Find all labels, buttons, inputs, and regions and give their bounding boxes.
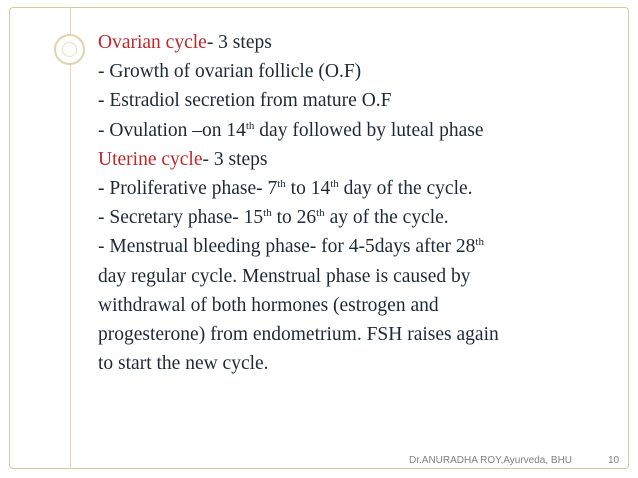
secretary-phase-line [98, 203, 623, 232]
slide-footer [0, 455, 638, 471]
menstrual-line-2: day regular cycle. Menstrual phase is caused by [98, 265, 471, 287]
secretary-sup-1: th [263, 207, 272, 220]
secretary-text-c: ay of the cycle. [324, 207, 449, 229]
page-number: 10 [608, 455, 620, 466]
menstrual-line-5: to start the new cycle. [98, 353, 269, 375]
ovulation-sup: th [245, 119, 255, 132]
ovarian-heading: Ovarian cycle [98, 32, 207, 53]
ovarian-step-2: - Estradiol secretion from mature O.F [98, 90, 392, 112]
slide-body [98, 28, 623, 378]
ovarian-step-3 [98, 116, 623, 145]
proliferative-text-c: day of the cycle. [338, 178, 473, 200]
secretary-text-a: - Secretary phase- 15 [98, 207, 264, 229]
menstrual-line-4: progesterone) from endometrium. FSH raises again [98, 324, 499, 346]
ovarian-step-1: - Growth of ovarian follicle (O.F) [98, 61, 362, 83]
uterine-heading-tail: - 3 steps [202, 148, 268, 170]
menstrual-sup: th [475, 236, 484, 249]
menstrual-phase-line [98, 232, 623, 261]
menstrual-text-a: - Menstrual bleeding phase- for 4-5days after 28 [98, 236, 476, 258]
ovulation-text-b: day followed by luteal phase [254, 119, 484, 141]
secretary-sup-2: th [316, 207, 325, 220]
ovarian-heading-tail: - 3 steps [206, 32, 272, 53]
decorative-ring-icon [54, 34, 85, 65]
secretary-text-b: to 26 [271, 207, 317, 229]
uterine-heading: Uterine cycle [98, 148, 203, 170]
proliferative-text-a: - Proliferative phase- 7 [98, 178, 278, 200]
menstrual-line-3: withdrawal of both hormones (estrogen and [98, 294, 439, 316]
ovarian-heading-line [98, 28, 623, 57]
proliferative-text-b: to 14 [285, 178, 331, 200]
proliferative-sup-1: th [277, 178, 286, 191]
proliferative-phase-line [98, 174, 623, 203]
proliferative-sup-2: th [330, 178, 339, 191]
uterine-heading-line [98, 145, 623, 174]
frame-vertical-rule [70, 7, 71, 469]
footer-author: Dr.ANURADHA ROY,Ayurveda, BHU [409, 455, 573, 466]
ovulation-text-a: - Ovulation –on 14 [98, 119, 246, 141]
